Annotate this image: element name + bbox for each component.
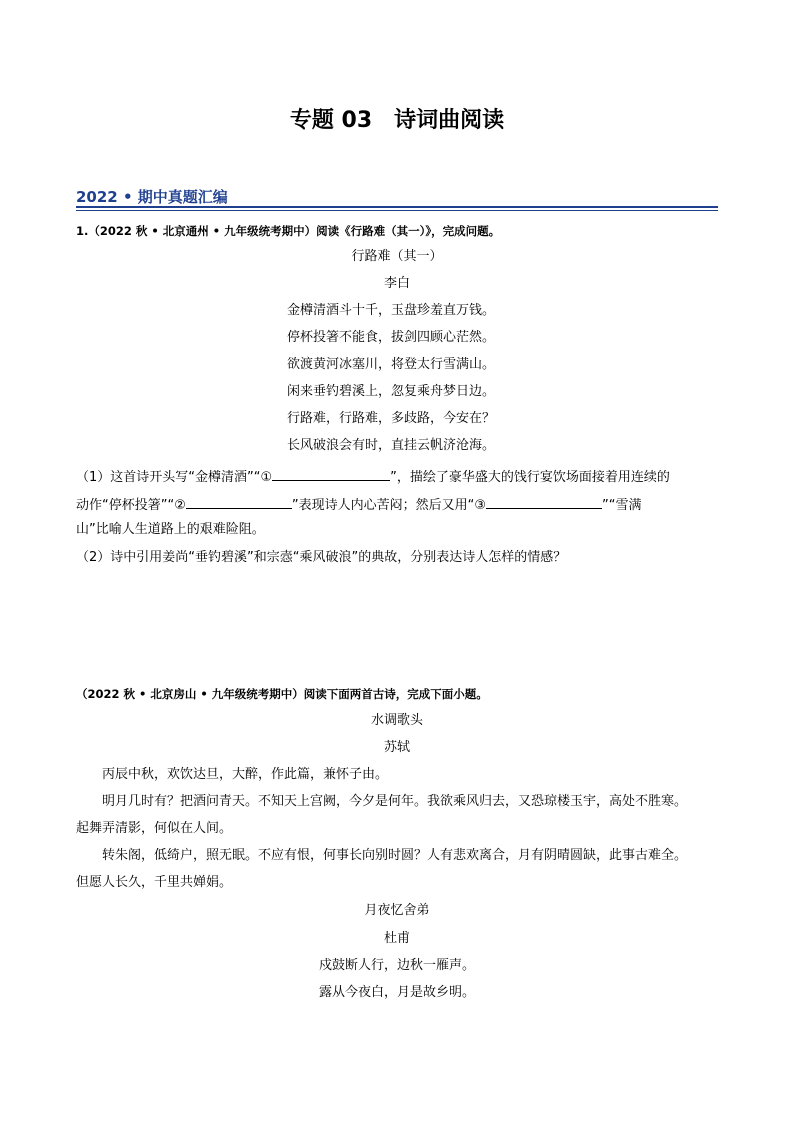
poem-line: 行路难，行路难，多歧路，今安在？ <box>287 411 496 426</box>
poem-preface: 丙辰中秋，欢饮达旦，大醉，作此篇，兼怀子由。 <box>102 767 389 782</box>
poem-line: 欲渡黄河冰塞川，将登太行雪满山。 <box>287 357 496 372</box>
poem-paragraph: 起舞弄清影，何似在人间。 <box>76 821 233 836</box>
poem-line: 金樽清酒斗十千，玉盘珍羞直万钱。 <box>287 303 496 318</box>
answer-blank-1[interactable] <box>272 466 390 481</box>
question-2-heading: （2022 秋 • 北京房山 • 九年级统考期中）阅读下面两首古诗，完成下面小题。 <box>76 687 488 701</box>
question-1-heading: 1.（2022 秋 • 北京通州 • 九年级统考期中）阅读《行路难（其一）》，完成问题。 <box>76 224 501 238</box>
poem-paragraph: 明月几时有？把酒问青天。不知天上宫阙，今夕是何年。我欲乘风归去，又恐琼楼玉宇，高处不胜寒。 <box>102 794 688 809</box>
section-rule-thin <box>76 210 718 211</box>
poem-line: 露从今夜白，月是故乡明。 <box>318 985 475 1000</box>
poem-paragraph: 但愿人长久，千里共婵娟。 <box>76 875 233 890</box>
poem-line: 闲来垂钓碧溪上，忽复乘舟梦日边。 <box>287 384 496 399</box>
poem-title: 水调歌头 <box>370 713 423 728</box>
answer-blank-3[interactable] <box>486 494 602 509</box>
poem-line: 长风破浪会有时，直挂云帆济沧海。 <box>287 438 496 453</box>
subquestion-1-text: 动作“停杯投箸”“② <box>76 498 186 513</box>
subquestion-1-text: ”，描绘了豪华盛大的饯行宴饮场面接着用连续的 <box>390 470 670 485</box>
subquestion-1-text: ”“雪满 <box>601 498 642 513</box>
section-title: 2022 • 期中真题汇编 <box>76 188 228 206</box>
poem-line: 停杯投箸不能食，拔剑四顾心茫然。 <box>287 330 496 345</box>
poem-paragraph: 转朱阁，低绮户，照无眠。不应有恨，何事长向别时圆？人有悲欢离合，月有阴晴圆缺，此事古难全。 <box>102 848 688 863</box>
poem-author: 杜甫 <box>383 931 410 946</box>
poem-line: 戍鼓断人行，边秋一雁声。 <box>318 958 475 973</box>
subquestion-1-text: （1）这首诗开头写“金樽清酒”“① <box>76 470 273 485</box>
subquestion-1-line-2 <box>76 494 718 515</box>
page-title: 专题 03 诗词曲阅读 <box>289 108 505 133</box>
section-rule-thick <box>76 206 718 208</box>
poem-author: 苏轼 <box>383 740 410 755</box>
poem-title: 行路难（其一） <box>351 249 443 264</box>
subquestion-1-line-1 <box>76 466 718 487</box>
poem-title: 月夜忆舍弟 <box>364 903 430 918</box>
poem-author: 李白 <box>383 276 410 291</box>
subquestion-1-line-3: 山”比喻人生道路上的艰难险阻。 <box>76 522 265 537</box>
section-header <box>76 186 718 210</box>
answer-blank-2[interactable] <box>186 494 292 509</box>
subquestion-2: （2）诗中引用姜尚“垂钓碧溪”和宗悫“乘风破浪”的典故，分别表达诗人怎样的情感？ <box>76 550 567 565</box>
subquestion-1-text: ”表现诗人内心苦闷；然后又用“③ <box>291 498 486 513</box>
